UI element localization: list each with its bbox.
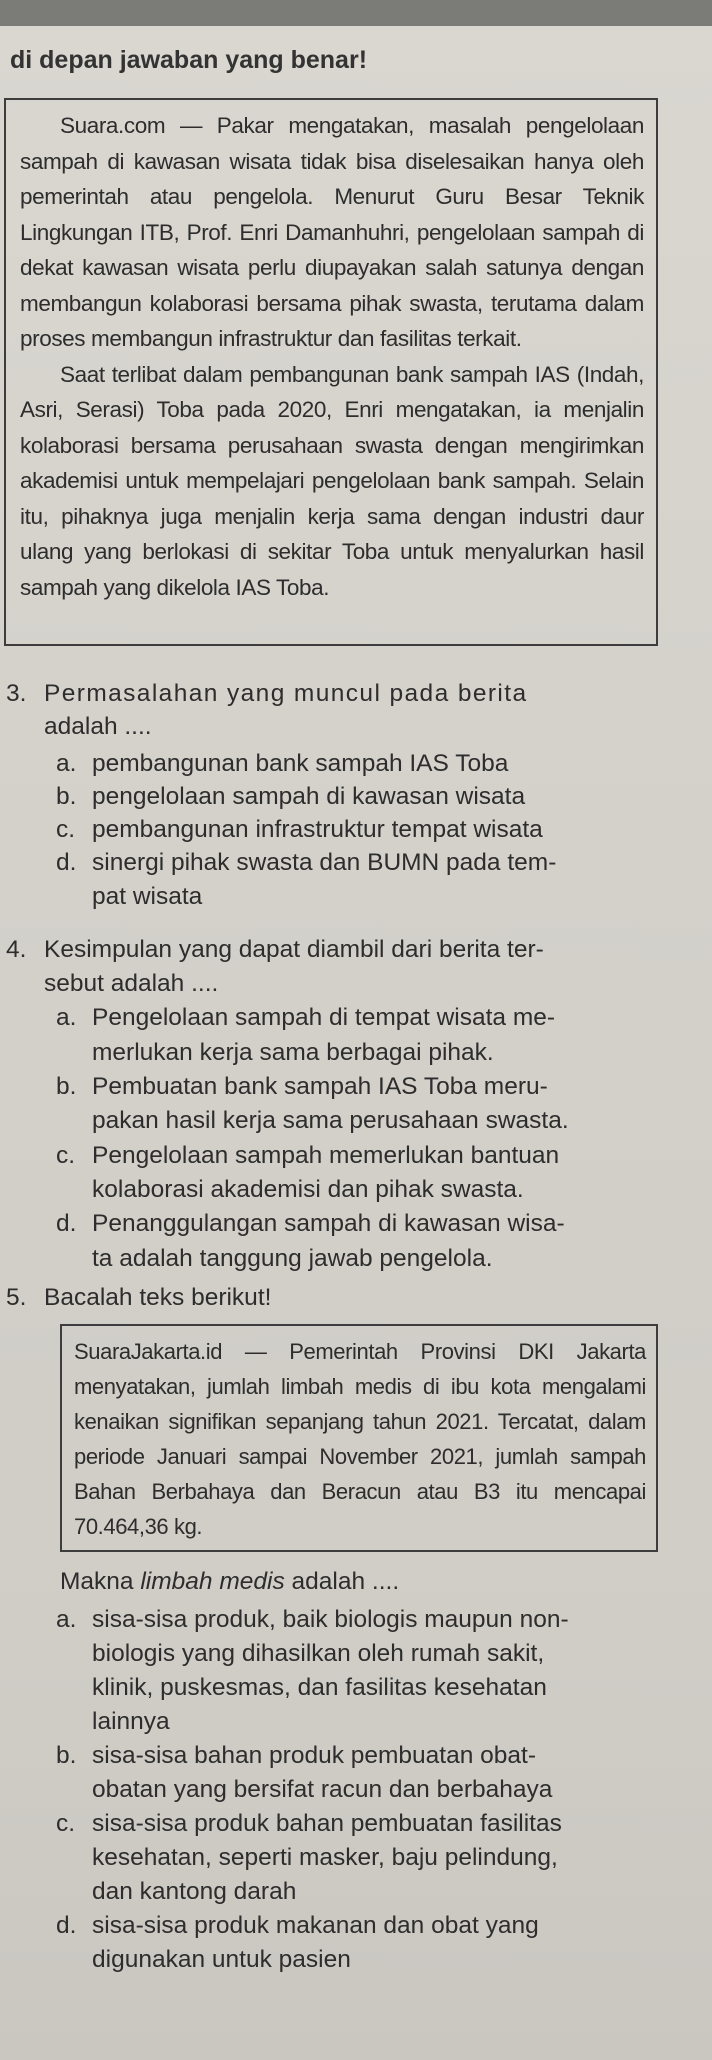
option-text: sisa-sisa produk bahan pembuatan fasilitas	[92, 1810, 562, 1837]
option-text: sisa-sisa bahan produk pembuatan obat-	[92, 1742, 537, 1769]
option-text: biologis yang dihasilkan oleh rumah sakit,	[92, 1640, 545, 1667]
option-text: sinergi pihak swasta dan BUMN pada tem-	[92, 849, 557, 876]
option-text: Pembuatan bank sampah IAS Toba meru-	[92, 1073, 548, 1100]
option-label: b.	[56, 783, 77, 810]
question-3-stem-line-2: adalah ....	[44, 713, 152, 740]
question-3-stem-line-1: Permasalahan yang muncul pada berita	[44, 680, 528, 707]
question-5-prompt	[60, 1568, 399, 1596]
question-5-number: 5.	[6, 1284, 27, 1311]
option-text: kesehatan, seperti masker, baju pelindung,	[92, 1844, 558, 1871]
question-4-stem-line-1: Kesimpulan yang dapat diambil dari berita ter-	[44, 936, 544, 963]
option-text: pat wisata	[92, 883, 203, 910]
option-label: b.	[56, 1073, 77, 1100]
news-passage-box-1	[4, 98, 658, 646]
question-5-stem: Bacalah teks berikut!	[44, 1284, 272, 1311]
passage-1-paragraph-2: Saat terlibat dalam pembangunan bank sampah IAS (Indah, Asri, Serasi) Toba pada 2020, Enri mengatakan, ia menjalin kolaborasi bersama perusahaan swasta dengan mengirimkan akademisi untuk mempelajari pengelolaan bank sampah. Selain itu, pihaknya juga menjalin kerja sama dengan industri daur ulang yang berlokasi di sekitar Toba untuk menyalurkan hasil sampah yang dikelola IAS Toba.	[20, 361, 644, 600]
option-text: sisa-sisa produk, baik biologis maupun non-	[92, 1606, 569, 1633]
question-5	[0, 1280, 712, 1320]
question-5-prompt-prefix: Makna	[60, 1568, 134, 1595]
option-text: klinik, puskesmas, dan fasilitas kesehatan	[92, 1674, 547, 1701]
option-label: a.	[56, 1004, 77, 1031]
passage-2-paragraph: SuaraJakarta.id — Pemerintah Provinsi DKI Jakarta menyatakan, jumlah limbah medis di ibu kota mengalami kenaikan signifikan sepanjang tahun 2021. Tercatat, dalam periode Januari sampai November 2021, jumlah sampah Bahan Berbahaya dan Beracun atau B3 itu mencapai 70.464,36 kg.	[74, 1339, 646, 1539]
option-text: pakan hasil kerja sama perusahaan swasta.	[92, 1107, 569, 1134]
option-label: b.	[56, 1742, 77, 1769]
option-text: dan kantong darah	[92, 1878, 297, 1905]
option-label: c.	[56, 1810, 76, 1837]
option-text: obatan yang bersifat racun dan berbahaya	[92, 1776, 553, 1803]
question-5-prompt-suffix: adalah ....	[291, 1568, 400, 1595]
question-4-number: 4.	[6, 936, 27, 963]
option-label: d.	[56, 1912, 77, 1939]
option-label: c.	[56, 1142, 76, 1169]
option-text: kolaborasi akademisi dan pihak swasta.	[92, 1176, 524, 1203]
option-text: digunakan untuk pasien	[92, 1946, 351, 1973]
passage-1-paragraph-1: Suara.com — Pakar mengatakan, masalah pengelolaan sampah di kawasan wisata tidak bisa diselesaikan hanya oleh pemerintah atau pengelola. Menurut Guru Besar Teknik Lingkungan ITB, Prof. Enri Damanhuhri, pengelolaan sampah di dekat kawasan wisata perlu diupayakan salah satunya dengan membangun kolaborasi bersama pihak swasta, terutama dalam proses membangun infrastruktur dan fasilitas terkait.	[20, 113, 644, 351]
option-text: pembangunan infrastruktur tempat wisata	[92, 816, 543, 843]
option-text: Pengelolaan sampah memerlukan bantuan	[92, 1142, 560, 1169]
option-text: Pengelolaan sampah di tempat wisata me-	[92, 1004, 556, 1031]
option-text: ta adalah tanggung jawab pengelola.	[92, 1245, 493, 1272]
option-label: a.	[56, 1606, 77, 1633]
option-text: lainnya	[92, 1708, 170, 1735]
option-label: d.	[56, 1210, 77, 1237]
question-5-prompt-term: limbah medis	[140, 1568, 285, 1595]
option-text: pengelolaan sampah di kawasan wisata	[92, 783, 526, 810]
option-text: Penanggulangan sampah di kawasan wisa-	[92, 1210, 565, 1237]
option-label: c.	[56, 816, 76, 843]
top-dark-strip	[0, 0, 712, 26]
option-text: pembangunan bank sampah IAS Toba	[92, 750, 509, 777]
option-text: sisa-sisa produk makanan dan obat yang	[92, 1912, 539, 1939]
news-passage-box-2	[60, 1324, 658, 1552]
question-3-number: 3.	[6, 680, 27, 707]
option-label: d.	[56, 849, 77, 876]
question-4-stem-line-2: sebut adalah ....	[44, 970, 219, 997]
instruction-text: di depan jawaban yang benar!	[10, 46, 368, 74]
option-label: a.	[56, 750, 77, 777]
option-text: merlukan kerja sama berbagai pihak.	[92, 1039, 494, 1066]
